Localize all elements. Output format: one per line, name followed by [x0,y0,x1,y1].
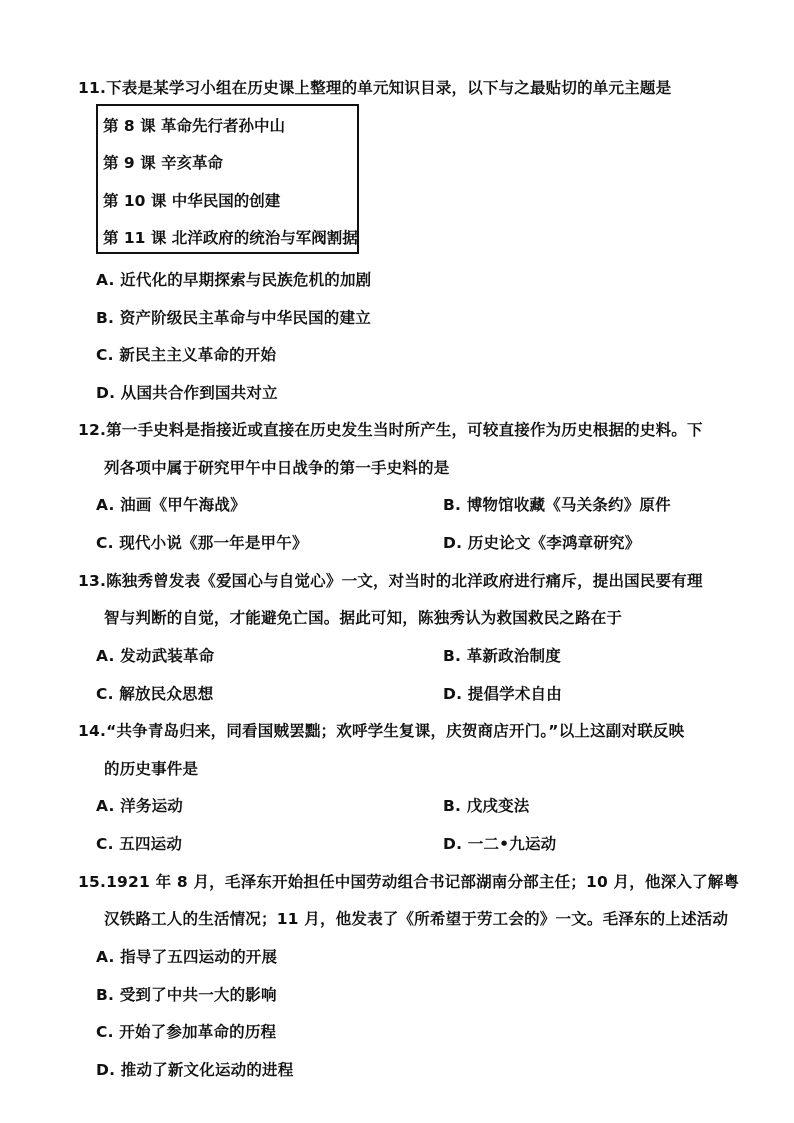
option-d: D. 从国共合作到国共对立 [96,384,278,402]
option-d: D. 提倡学术自由 [443,685,562,703]
question-stem-line: “共争青岛归来，同看国贼罢黜；欢呼学生复课，庆贺商店开门。”以上这副对联反映 [106,722,685,740]
option-a: A. 洋务运动 [96,797,183,815]
option-a: A. 发动武装革命 [96,647,215,665]
option-d: D. 历史论文《李鸿章研究》 [443,534,641,552]
question-14-stem [78,721,684,741]
option-b: B. 资产阶级民主革命与中华民国的建立 [96,309,371,327]
option-d: D. 推动了新文化运动的进程 [96,1061,294,1079]
option-a: A. 指导了五四运动的开展 [96,948,278,966]
option-c: C. 解放民众思想 [96,685,214,703]
option-c: C. 新民主主义革命的开始 [96,346,277,364]
option-b: B. 戊戌变法 [443,797,530,815]
question-stem-line: 第一手史料是指接近或直接在历史发生当时所产生，可较直接作为历史根据的史料。下 [106,421,703,439]
option-c: C. 开始了参加革命的历程 [96,1023,277,1041]
question-stem-line: 汉铁路工人的生活情况；11 月，他发表了《所希望于劳工会的》一文。毛泽东的上述活动 [104,910,729,928]
catalog-row: 第 10 课 中华民国的创建 [103,192,281,210]
question-stem-line: 列各项中属于研究甲午中日战争的第一手史料的是 [104,459,450,477]
option-b: B. 受到了中共一大的影响 [96,986,277,1004]
catalog-row: 第 8 课 革命先行者孙中山 [103,117,285,135]
question-number: 15. [78,873,107,891]
question-12-stem [78,420,703,440]
question-stem-line: 智与判断的自觉，才能避免亡国。据此可知，陈独秀认为救国救民之路在于 [104,609,623,627]
option-c: C. 现代小说《那一年是甲午》 [96,534,308,552]
option-b: B. 博物馆收藏《马关条约》原件 [443,496,671,514]
option-c: C. 五四运动 [96,835,183,853]
question-number: 13. [78,572,107,590]
option-a: A. 油画《甲午海战》 [96,496,246,514]
question-number: 14. [78,722,107,740]
question-stem-line: 1921 年 8 月，毛泽东开始担任中国劳动组合书记部湖南分部主任；10 月，他深入了解粤 [106,873,740,891]
question-stem-line: 下表是某学习小组在历史课上整理的单元知识目录，以下与之最贴切的单元主题是 [106,79,672,97]
catalog-row: 第 11 课 北洋政府的统治与军阀割据 [103,229,358,247]
unit-catalog-table [96,104,359,254]
catalog-row: 第 9 课 辛亥革命 [103,154,223,172]
question-13-stem [78,571,703,591]
question-stem-line: 陈独秀曾发表《爱国心与自觉心》一文，对当时的北洋政府进行痛斥，提出国民要有理 [106,572,703,590]
question-11-stem [78,78,671,98]
question-number: 11. [78,79,107,97]
question-number: 12. [78,421,107,439]
question-stem-line: 的历史事件是 [104,760,199,778]
option-a: A. 近代化的早期探索与民族危机的加剧 [96,271,372,289]
question-15-stem [78,872,739,892]
option-b: B. 革新政治制度 [443,647,561,665]
option-d: D. 一二•九运动 [443,835,557,853]
